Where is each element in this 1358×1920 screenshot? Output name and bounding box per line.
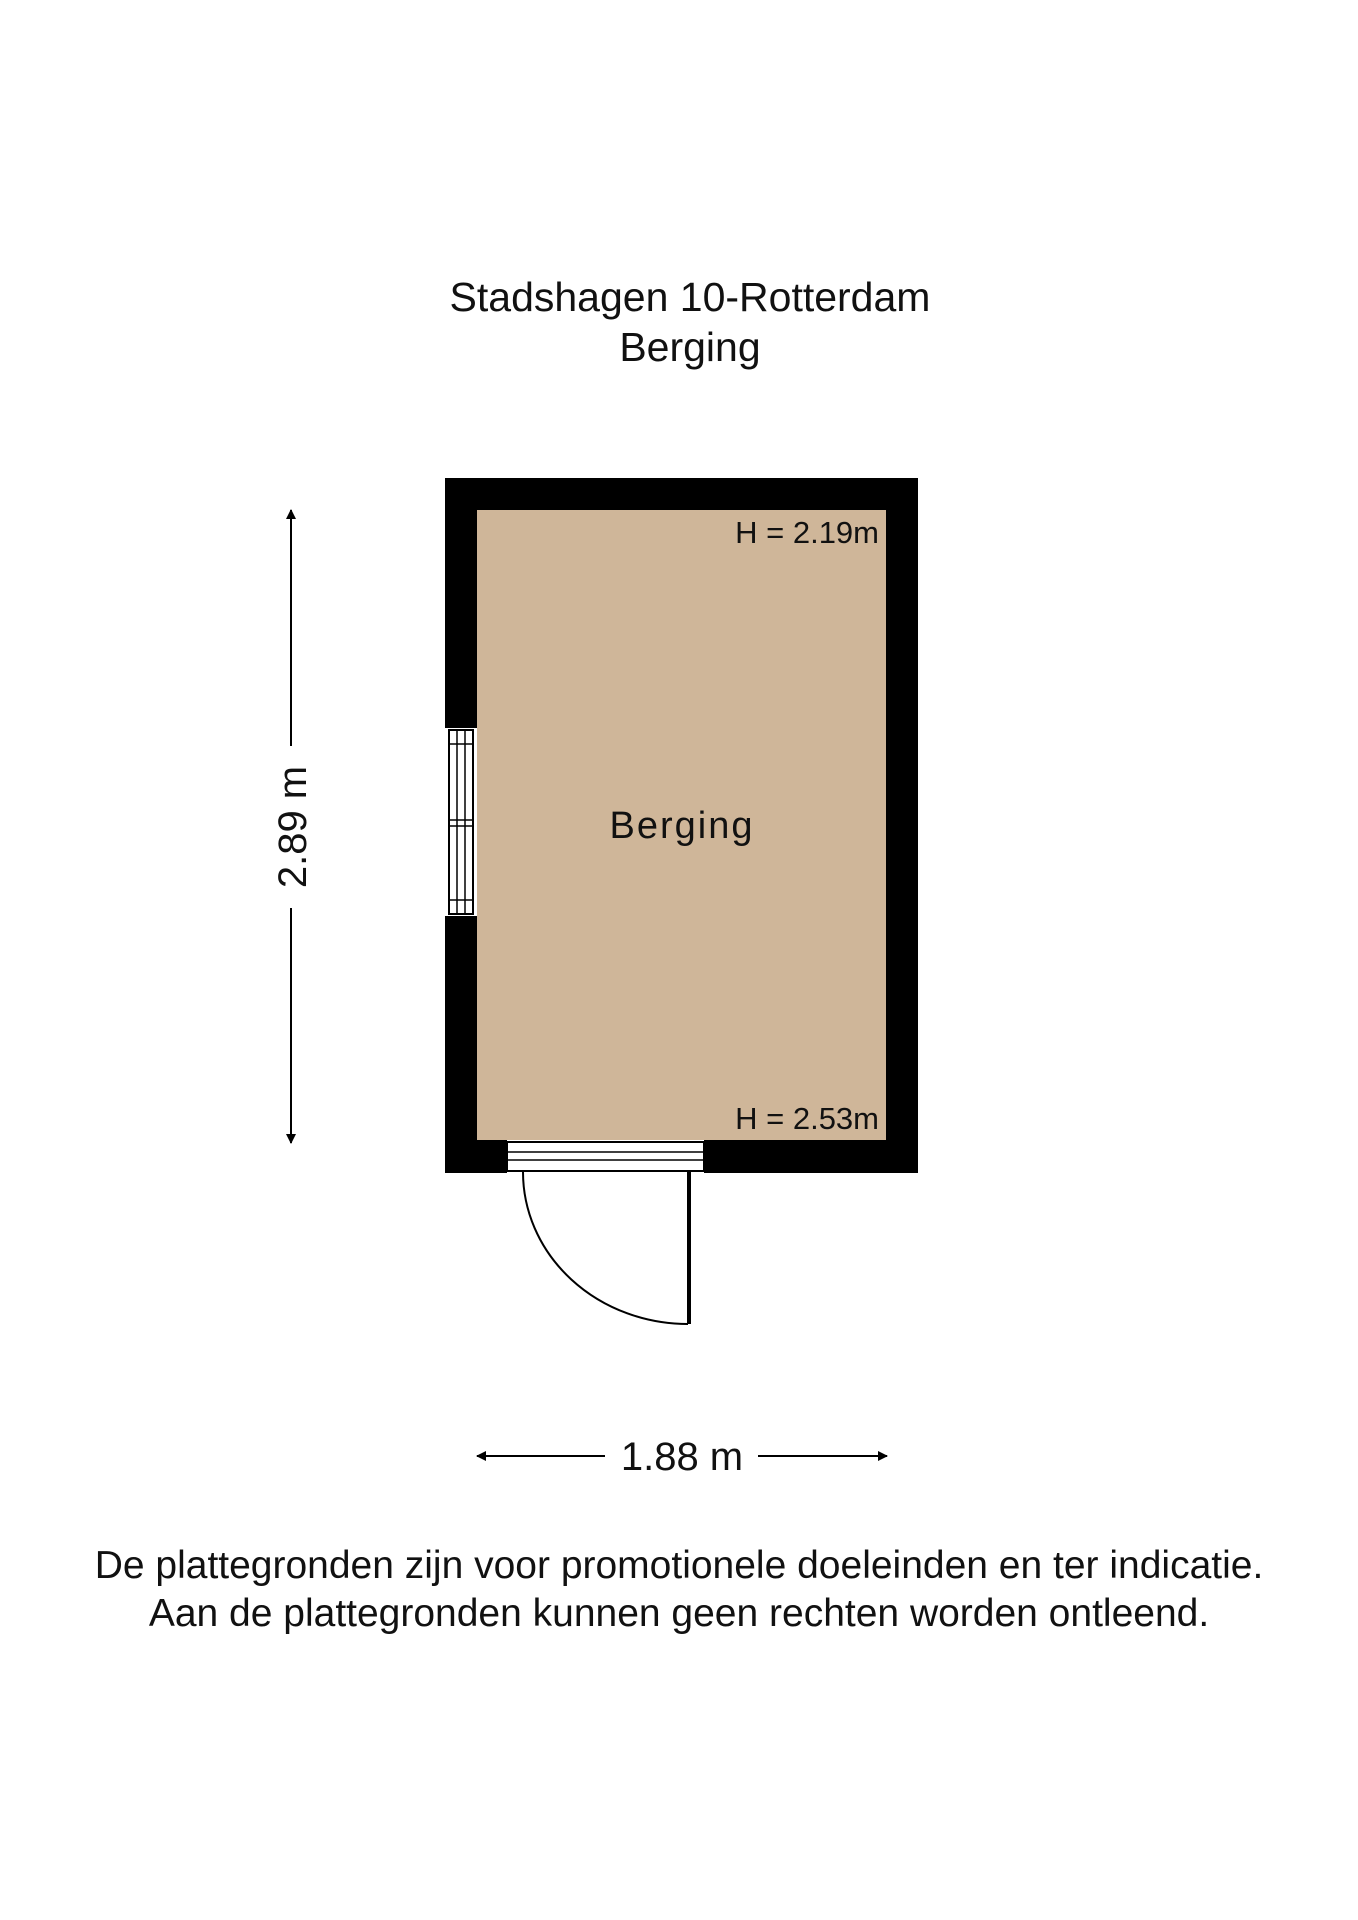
floor-title: Berging <box>619 324 761 370</box>
disclaimer-line-2: Aan de plattegronden kunnen geen rechten worden ontleend. <box>148 1592 1210 1635</box>
ceiling-height-top: H = 2.19m <box>735 515 879 550</box>
depth-label: 2.89 m <box>271 765 315 889</box>
depth-dimension <box>271 510 315 1143</box>
ceiling-height-bottom: H = 2.53m <box>735 1101 879 1136</box>
room-label: Berging <box>609 805 755 847</box>
disclaimer <box>0 1542 1358 1638</box>
disclaimer-line-1: De plattegronden zijn voor promotionele doeleinden en ter indicatie. <box>94 1544 1264 1587</box>
door-swing-icon <box>507 1140 704 1324</box>
window-icon <box>445 728 477 916</box>
address-title: Stadshagen 10-Rotterdam <box>449 274 931 320</box>
width-label: 1.88 m <box>620 1435 744 1479</box>
width-dimension <box>477 1435 887 1479</box>
